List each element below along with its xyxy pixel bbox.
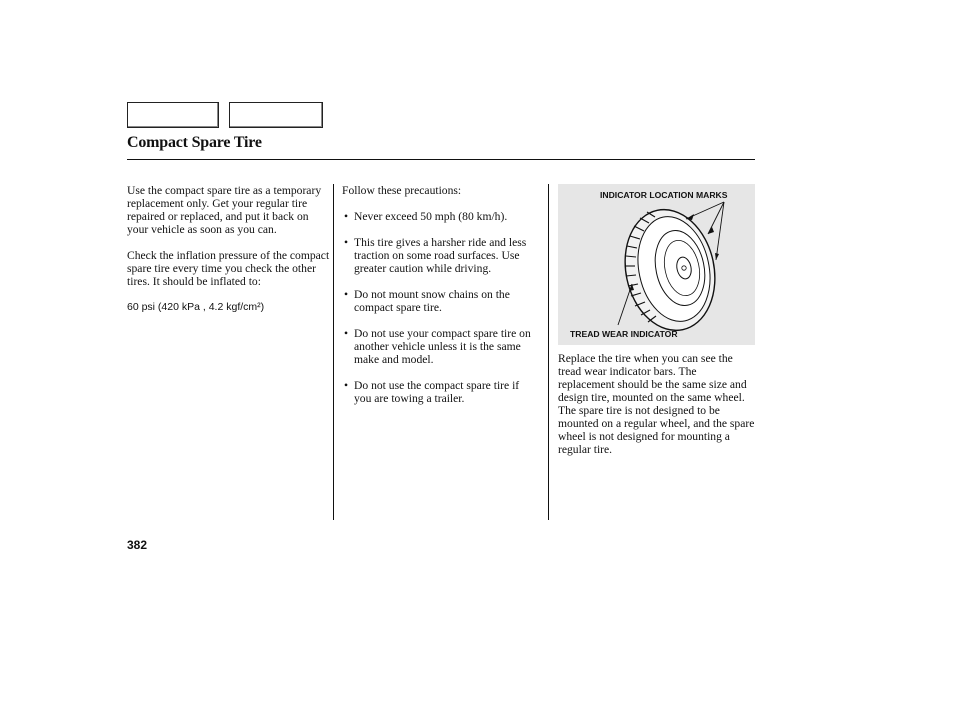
list-item [342, 236, 538, 275]
bullet-glyph: • [344, 288, 349, 301]
column-divider-2 [548, 184, 549, 520]
nav-tab-box-1[interactable] [127, 102, 219, 128]
column-middle [342, 184, 538, 418]
precautions-list [342, 210, 538, 405]
bullet-glyph: • [344, 210, 349, 223]
precaution-text: Never exceed 50 mph (80 km/h). [354, 210, 508, 223]
page-number: 382 [127, 538, 148, 552]
list-item [342, 327, 538, 366]
precaution-text: This tire gives a harsher ride and less traction on some road surfaces. Use greater caution while driving. [354, 236, 527, 275]
list-item [342, 379, 538, 405]
spare-usage-paragraph: Use the compact spare tire as a temporary replacement only. Get your regular tire repaired or replaced, and put it back on your vehicle as soon as you can. [127, 184, 322, 236]
bullet-glyph: • [344, 236, 349, 249]
bullet-glyph: • [344, 379, 349, 392]
precaution-text: Do not use your compact spare tire on another vehicle unless it is the same make and model. [354, 327, 531, 366]
column-right [558, 352, 755, 469]
column-divider-1 [333, 184, 334, 520]
inflation-paragraph: Check the inflation pressure of the compact spare tire every time you check the other tires. It should be inflated to: [127, 249, 330, 288]
precautions-intro: Follow these precautions: [342, 184, 462, 197]
column-left [127, 184, 331, 327]
precaution-text: Do not use the compact spare tire if you are towing a trailer. [354, 379, 520, 405]
list-item [342, 288, 538, 314]
page-title: Compact Spare Tire [127, 134, 262, 151]
title-rule [127, 159, 755, 160]
list-item [342, 210, 538, 223]
tire-illustration-figure [558, 184, 755, 345]
nav-tab-box-2[interactable] [229, 102, 323, 128]
tread-wear-indicator-label: TREAD WEAR INDICATOR [570, 329, 678, 339]
replacement-paragraph: Replace the tire when you can see the tread wear indicator bars. The replacement should be the same size and design tire, mounted on the same wheel. The spare tire is not designed to be mounted on a regular wheel, and the spare wheel is not designed for mounting a regular tire. [558, 352, 755, 456]
bullet-glyph: • [344, 327, 349, 340]
inflation-pressure-value: 60 psi (420 kPa , 4.2 kgf/cm²) [127, 301, 265, 313]
spare-tire-illustration [558, 184, 755, 345]
indicator-location-marks-label: INDICATOR LOCATION MARKS [600, 190, 728, 200]
precaution-text: Do not mount snow chains on the compact spare tire. [354, 288, 510, 314]
